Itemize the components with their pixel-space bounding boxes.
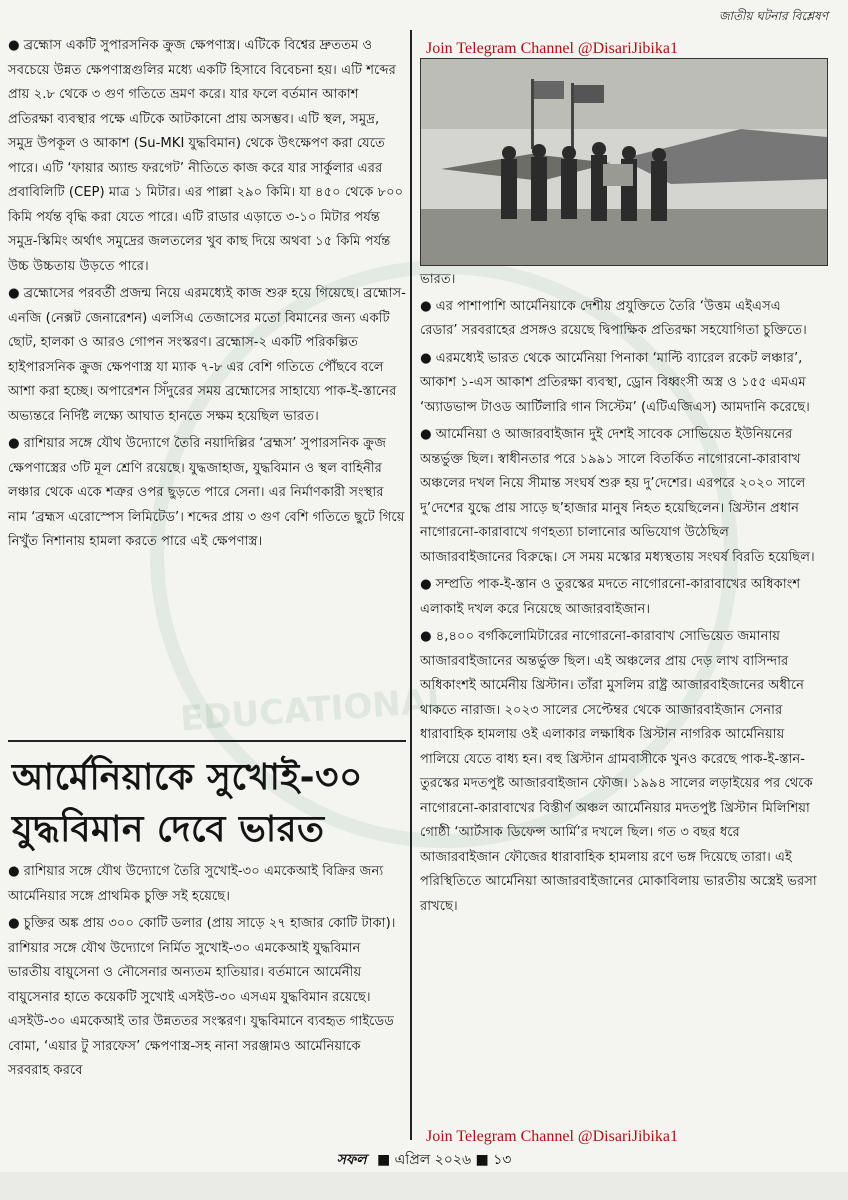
paragraph: ● ব্রহ্মোস একটি সুপারসনিক ক্রুজ ক্ষেপণাস্ত্র। এটিকে বিশ্বের দ্রুততম ও সবচেয়ে উন্নত ক্ষেপণাস্ত্রগুলির মধ্যে একটি হিসাবে বিবেচনা হয়। এটি শব্দের প্রায় ২.৮ থেকে ৩ গুণ গতিতে ভ্রমণ করে। যার ফলে বর্তমান আকাশ প্রতিরক্ষা ব্যবস্থার পক্ষে এটিকে আটকানো প্রায় অসম্ভব। এটি স্থল, সমুদ্র, সমুদ্র উপকূল ও আকাশ (Su-MKI যুদ্ধবিমান) থেকে উৎক্ষেপণ করা যেতে পারে। এটি ‘ফায়ার অ্যান্ড ফরগেট’ নীতিতে কাজ করে যার সার্কুলার এরর প্রবাবিলিটি (CEP) মাত্র ১ মিটার। এর পাল্লা ২৯০ কিমি। যা ৪৫০ থেকে ৮০০ কিমি পর্যন্ত বৃদ্ধি করা যেতে পারে। এটি রাডার এড়াতে ৩-১০ মিটার পর্যন্ত সমুদ্র-স্কিমিং অর্থাৎ সমুদ্রের জলতলের খুব কাছ দিয়ে অথবা ১৫ কিমি পর্যন্ত উচ্চ উচ্চতায় উড়তে পারে। xyxy=(8,38,404,274)
left-column-bottom xyxy=(8,860,406,1087)
telegram-banner-bottom: Join Telegram Channel @DisariJibika1 xyxy=(426,1128,678,1145)
headline-line-2: যুদ্ধবিমান দেবে ভারত xyxy=(12,809,325,850)
page-bottom-margin xyxy=(0,1172,848,1200)
headline-line-1: আর্মেনিয়াকে সুখোই-৩০ xyxy=(12,757,363,798)
paragraph: ● রাশিয়ার সঙ্গে যৌথ উদ্যোগে তৈরি নয়াদিল্লির ‘ব্রহ্মস’ সুপারসনিক ক্রুজ ক্ষেপণাস্ত্রের ৩টি মূল শ্রেণি রয়েছে। যুদ্ধজাহাজ, যুদ্ধবিমান ও স্থল বাহিনীর লঞ্চার থেকে একে শত্রুর ওপর ছুড়তে পারে সেনা। এর নির্মাণকারী সংস্থার নাম ‘ব্রহ্মস এরোস্পেস লিমিটেড’। শব্দের প্রায় ৩ গুণ বেশি গতিতে ছুটে গিয়ে নিখুঁত নিশানায় হামলা করতে পারে এই ক্ষেপণাস্ত্র। xyxy=(8,436,405,549)
paragraph: ● আর্মেনিয়া ও আজারবাইজান দুই দেশই সাবেক সোভিয়েত ইউনিয়নের অন্তর্ভুক্ত ছিল। স্বাধীনতার পরে ১৯৯১ সালে বিতর্কিত নাগোরনো-কারাবাখ অঞ্চলের দখল নিয়ে সীমান্ত সংঘর্ষ শুরু হয় দু’দেশের। এরপরে ২০২০ সালে দু’দেশের যুদ্ধে প্রায় সাড়ে ছ’হাজার মানুষ নিহত হয়েছিলেন। খ্রিস্টান প্রধান নাগোরনো-কারাবাখে গণহত্যা চালানোর অভিযোগ উঠেছিল আজারবাইজানের বিরুদ্ধে। সে সময় মস্কোর মধ্যস্থতায় সংঘর্ষ বিরতি হয়েছিল। xyxy=(420,427,815,565)
paragraph: ● চুক্তির অঙ্ক প্রায় ৩০০ কোটি ডলার (প্রায় সাড়ে ২৭ হাজার কোটি টাকা)। রাশিয়ার সঙ্গে যৌথ উদ্যোগে নির্মিত সুখোই-৩০ এমকেআই যুদ্ধবিমান ভারতীয় বায়ুসেনা ও নৌসেনার অন্যতম হাতিয়ার। বর্তমানে আর্মেনীয় বায়ুসেনার হাতে কয়েকটি সুখোই এসইউ-৩০ এসএম যুদ্ধবিমান রয়েছে। এসইউ-৩০ এমকেআই তার উন্নততর সংস্করণ। যুদ্ধবিমানে ব্যবহৃত গাইডেড বোমা, ‘এয়ার টু সারফেস’ ক্ষেপণাস্ত্র-সহ নানা সরঞ্জামও আর্মেনিয়াকে সরবরাহ করবে xyxy=(8,916,396,1078)
magazine-logo: সফল xyxy=(336,1152,367,1168)
column-divider xyxy=(410,30,412,1140)
paragraph: ● সম্প্রতি পাক-ই-স্তান ও তুরস্কের মদতে নাগোরনো-কারাবাখের অধিকাংশ এলাকাই দখল করে নিয়েছে আজারবাইজান। xyxy=(420,577,801,617)
telegram-banner-top: Join Telegram Channel @DisariJibika1 xyxy=(426,40,678,57)
paragraph: ● এর পাশাপাশি আর্মেনিয়াকে দেশীয় প্রযুক্তিতে তৈরি ‘উত্তম এইএসএ রেডার’ সরবরাহের প্রসঙ্গও রয়েছে দ্বিপাক্ষিক প্রতিরক্ষা সহযোগিতা চুক্তিতে। xyxy=(420,298,807,338)
left-column xyxy=(8,34,406,558)
watermark-text: EDUCATIONAL xyxy=(178,680,450,740)
article-headline xyxy=(12,752,404,856)
page-footer xyxy=(0,1148,848,1172)
paragraph: ● ব্রহ্মোসের পরবর্তী প্রজন্ম নিয়ে এরমধ্যেই কাজ শুরু হয়ে গিয়েছে। ব্রহ্মোস-এনজি (নেক্সট জেনারেশন) এলসিএ তেজাসের মতো বিমানের জন্য একটি ছোট, হালকা ও আরও গোপন সংস্করণ। ব্রহ্মোস-২ একটি পরিকল্পিত হাইপারসনিক ক্রুজ ক্ষেপণাস্ত্র যা ম্যাক ৭-৮ এর বেশি গতিতে পৌঁছবে বলে আশা করা হচ্ছে। অপারেশন সিঁদুরের সময় ব্রহ্মোসের সাহায্যে পাক-ই-স্তানের অভ্যন্তরে নির্দিষ্ট লক্ষ্যে আঘাত হানতে সক্ষম হয়েছিল ভারত। xyxy=(8,286,406,424)
news-photo xyxy=(420,58,828,266)
issue-info: ■ এপ্রিল ২০২৬ ■ ১৩ xyxy=(376,1152,512,1168)
paragraph: ● এরমধ্যেই ভারত থেকে আর্মেনিয়া পিনাকা ‘মাল্টি ব্যারেল রকেট লঞ্চার’, আকাশ ১-এস আকাশ প্রতিরক্ষা ব্যবস্থা, ড্রোন বিধ্বংসী অস্ত্র ও ১৫৫ এমএম ‘অ্যাডভান্স টাওড আর্টিলারি গান সিস্টেম’ (এটিএজিএস) আমদানি করেছে। xyxy=(420,350,810,415)
headline-rule xyxy=(8,740,406,742)
paragraph: ● রাশিয়ার সঙ্গে যৌথ উদ্যোগে তৈরি সুখোই-৩০ এমকেআই বিক্রির জন্য আর্মেনিয়ার সঙ্গে প্রাথমিক চুক্তি সই হয়েছে। xyxy=(8,864,384,904)
right-column xyxy=(420,268,820,922)
photo-illustration xyxy=(421,59,827,265)
section-tag: জাতীয় ঘটনার বিশ্লেষণ xyxy=(718,9,828,23)
paragraph: ভারত। xyxy=(420,272,456,287)
paragraph: ● ৪,৪০০ বর্গকিলোমিটারের নাগোরনো-কারাবাখ সোভিয়েত জমানায় আজারবাইজানের অন্তর্ভুক্ত ছিল। এই অঞ্চলের প্রায় দেড় লাখ বাসিন্দার অধিকাংশই আর্মেনীয় খ্রিস্টান। তাঁরা মুসলিম রাষ্ট্র আজারবাইজানের অধীনে থাকতে নারাজ। ২০২৩ সালের সেপ্টেম্বর থেকে আজারবাইজান সেনার ধারাবাহিক হামলায় ওই এলাকার লক্ষাধিক খ্রিস্টান নাগরিক আর্মেনিয়ায় পালিয়ে যেতে বাধ্য হন। বহু খ্রিস্টান গ্রামবাসীকে খুনও করেছে পাক-ই-স্তান-তুরস্কের মদতপুষ্ট আজারবাইজান ফৌজ। ১৯৯৪ সালের লড়াইয়ের পর থেকে নাগোরনো-কারাবাখের বিস্তীর্ণ অঞ্চল আর্মেনিয়ার মদতপুষ্ট খ্রিস্টান মিলিশিয়া গোষ্ঠী ‘আর্টসাক ডিফেন্স আর্মি’র দখলে ছিল। গত ৩ বছর ধরে আজারবাইজান ফৌজের ধারাবাহিক হামলায় রণে ভঙ্গ দিয়েছে তারা। এই পরিস্থিতিতে আর্মেনিয়া আজারবাইজানের মোকাবিলায় ভারতীয় অস্ত্রেই ভরসা রাখছে। xyxy=(420,629,817,914)
